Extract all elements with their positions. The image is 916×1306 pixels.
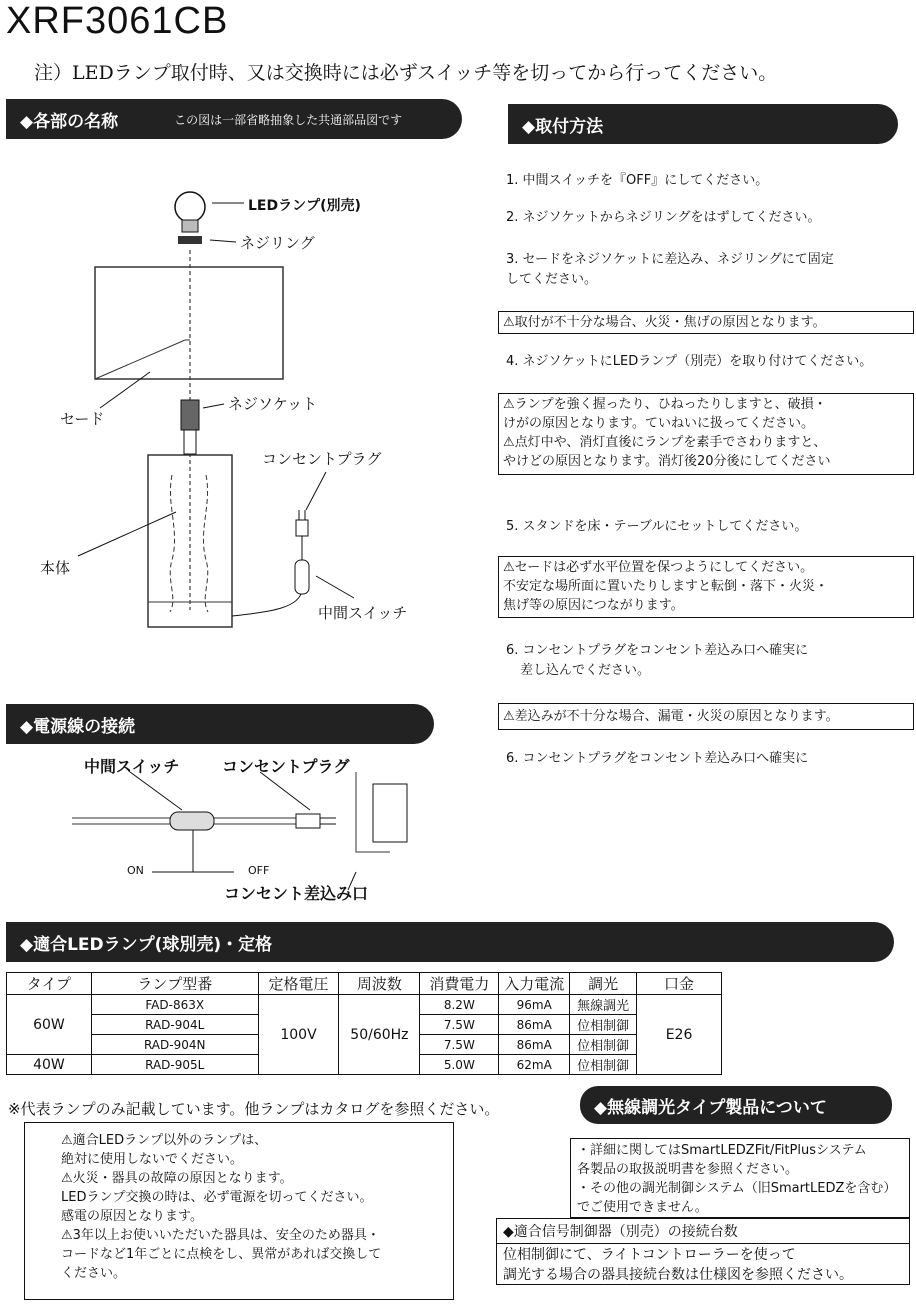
current-cell: 62mA	[499, 1055, 570, 1075]
warning-line: けがの原因となります。ていねいに扱ってください。	[503, 416, 814, 431]
neji-ring-icon	[178, 236, 202, 244]
frequency-cell: 50/60Hz	[339, 995, 420, 1075]
caution-line: 感電の原因となります。	[61, 1209, 203, 1224]
label-plug: コンセントプラグ	[262, 450, 382, 468]
warning-line: 不安定な場所面に置いたりしますと転倒・落下・火災・	[503, 579, 829, 594]
wireless-line: でご使用できません。	[577, 1200, 708, 1215]
table-row	[7, 995, 722, 1015]
switch-on-label: ON	[127, 864, 144, 877]
col-frequency: 周波数	[339, 973, 420, 995]
parts-title: ◆各部の名称	[20, 111, 119, 132]
install-step-1: 1. 中間スイッチを『OFF』にしてください。	[506, 173, 769, 188]
warning-line: ⚠ランプを強く握ったり、ひねったりしますと、破損・	[503, 397, 827, 412]
caution-line: ください。	[61, 1266, 127, 1281]
warning-line: 焦げ等の原因につながります。	[503, 598, 684, 613]
warning-shade-level	[498, 556, 914, 618]
install-step-7: 6. コンセントプラグをコンセント差込み口へ確実に	[506, 751, 809, 766]
power-cell: 5.0W	[420, 1055, 499, 1075]
label-led-lamp: LEDランプ(別売)	[248, 198, 361, 214]
safety-note: 注）LEDランプ取付時、又は交換時には必ずスイッチ等を切ってから行ってください。	[34, 62, 778, 84]
col-dimming: 調光	[570, 973, 637, 995]
install-step-5: 5. スタンドを床・テーブルにセットしてください。	[506, 519, 808, 534]
shade-icon	[95, 267, 283, 379]
outlet-icon	[373, 784, 407, 842]
dimming-cell: 位相制御	[570, 1055, 637, 1075]
power-title: ◆電源線の接続	[20, 716, 136, 737]
outlet-label: コンセント差込み口	[224, 884, 369, 903]
wireless-title: ◆無線調光タイプ製品について	[594, 1097, 827, 1118]
current-cell: 96mA	[499, 995, 570, 1015]
label-shade: セード	[60, 410, 105, 428]
col-power: 消費電力	[420, 973, 499, 995]
plug-icon	[296, 814, 320, 828]
col-model: ランプ型番	[91, 973, 258, 995]
install-section-header	[508, 104, 898, 144]
wireless-info-box	[570, 1138, 910, 1218]
caution-line: ⚠適合LEDランプ以外のランプは、	[61, 1133, 268, 1148]
caution-line: ⚠火災・器具の故障の原因となります。	[61, 1171, 293, 1186]
wireless-line: ・その他の調光制御システム（旧SmartLEDZを含む）	[577, 1181, 897, 1196]
plug-icon	[296, 520, 308, 536]
label-body: 本体	[40, 559, 71, 577]
spec-table	[6, 972, 722, 1075]
led-bulb-icon	[175, 192, 205, 232]
warning-lamp-handling	[498, 393, 914, 475]
power-cell: 8.2W	[420, 995, 499, 1015]
spec-section-header	[6, 922, 894, 962]
caution-line: コードなど1年ごとに点検をし、異常があれば交換して	[61, 1247, 382, 1262]
power-cell: 7.5W	[420, 1035, 499, 1055]
model-cell: RAD-904L	[91, 1015, 258, 1035]
install-step-3: 3. セードをネジソケットに差込み、ネジリングにて固定	[506, 252, 834, 267]
label-socket: ネジソケット	[228, 395, 318, 413]
install-step-6-cont: 差し込んでください。	[520, 663, 651, 678]
spec-title: ◆適合LEDランプ(球別売)・定格	[20, 934, 273, 955]
wireless-line: 各製品の取扱説明書を参照ください。	[577, 1162, 799, 1177]
controller-header: ◆適合信号制御器（別売）の接続台数	[496, 1218, 910, 1244]
current-cell: 86mA	[499, 1035, 570, 1055]
model-cell: FAD-863X	[91, 995, 258, 1015]
dimming-cell: 位相制御	[570, 1015, 637, 1035]
warning-line: ⚠点灯中や、消灯直後にランプを素手でさわりますと、	[503, 435, 827, 450]
socket-icon	[181, 400, 199, 454]
power-section-header	[6, 704, 434, 744]
spec-footnote: ※代表ランプのみ記載しています。他ランプはカタログを参照ください。	[8, 1100, 500, 1118]
model-number: XRF3061CB	[6, 0, 229, 42]
base-cell: E26	[637, 995, 722, 1075]
col-voltage: 定格電圧	[258, 973, 339, 995]
caution-line: 絶対に使用しないでください。	[61, 1152, 244, 1167]
install-step-2: 2. ネジソケットからネジリングをはずしてください。	[506, 210, 821, 225]
wireless-line: ・詳細に関してはSmartLEDZFit/FitPlusシステム	[577, 1143, 867, 1158]
install-step-6: 6. コンセントプラグをコンセント差込み口へ確実に	[506, 643, 809, 658]
label-neji-ring: ネジリング	[240, 234, 315, 252]
label-switch: 中間スイッチ	[318, 604, 408, 622]
col-base: 口金	[637, 973, 722, 995]
warning-line: ⚠セードは必ず水平位置を保つようにしてください。	[503, 560, 814, 575]
controller-line: 調光する場合の器具接続台数は仕様図を参照ください。	[503, 1267, 853, 1283]
parts-subtitle: この図は一部省略抽象した共通部品図です	[174, 112, 403, 127]
warning-mount: ⚠取付が不十分な場合、火災・焦げの原因となります。	[498, 311, 914, 334]
parts-section-header	[6, 99, 462, 139]
install-title: ◆取付方法	[522, 116, 604, 137]
power-switch-label: 中間スイッチ	[84, 757, 180, 776]
caution-line: LEDランプ交換の時は、必ず電源を切ってください。	[61, 1190, 373, 1205]
inline-switch-icon	[170, 812, 214, 830]
dimming-cell: 無線調光	[570, 995, 637, 1015]
col-type: タイプ	[7, 973, 92, 995]
type-cell: 60W	[7, 995, 92, 1055]
inline-switch-icon	[295, 560, 309, 594]
caution-line: ⚠3年以上お使いいただいた器具は、安全のため器具・	[61, 1228, 380, 1243]
controller-box	[496, 1243, 910, 1285]
switch-off-label: OFF	[248, 864, 270, 877]
voltage-cell: 100V	[258, 995, 339, 1075]
power-plug-label: コンセントプラグ	[222, 757, 350, 776]
install-step-3-cont: してください。	[506, 272, 598, 287]
power-cell: 7.5W	[420, 1015, 499, 1035]
warning-plug: ⚠差込みが不十分な場合、漏電・火災の原因となります。	[498, 703, 914, 730]
caution-box	[24, 1122, 454, 1300]
model-cell: RAD-904N	[91, 1035, 258, 1055]
wireless-section-header	[580, 1086, 892, 1124]
type-cell: 40W	[7, 1055, 92, 1075]
model-cell: RAD-905L	[91, 1055, 258, 1075]
install-step-4: 4. ネジソケットにLEDランプ（別売）を取り付けてください。	[506, 354, 873, 369]
warning-line: やけどの原因となります。消灯後20分後にしてください	[503, 454, 831, 469]
col-current: 入力電流	[499, 973, 570, 995]
dimming-cell: 位相制御	[570, 1035, 637, 1055]
controller-line: 位相制御にて、ライトコントローラーを使って	[503, 1247, 796, 1263]
current-cell: 86mA	[499, 1015, 570, 1035]
